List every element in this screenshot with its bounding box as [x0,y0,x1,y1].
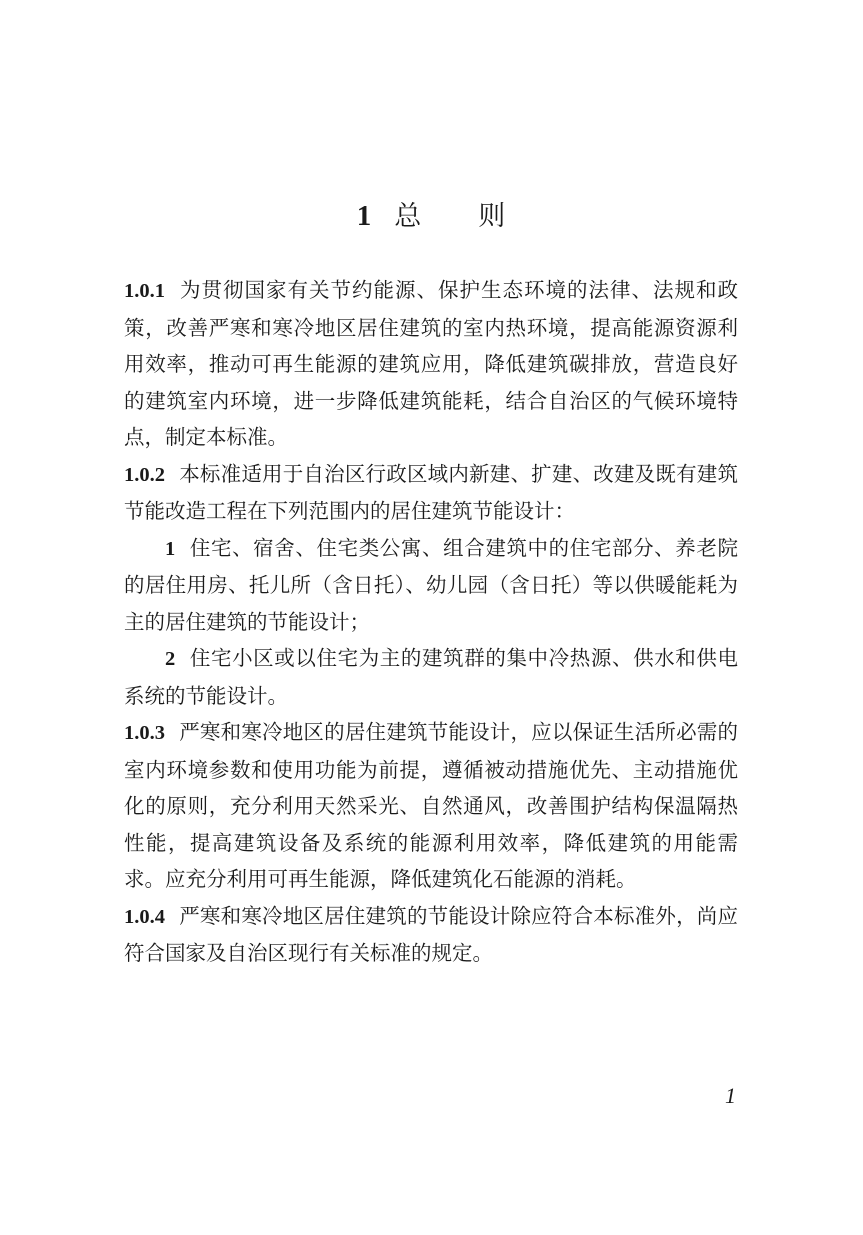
item-text: 住宅小区或以住宅为主的建筑群的集中冷热源、供水和供电系统的节能设计。 [124,646,738,708]
clause-number: 1.0.4 [124,905,165,928]
clause-number: 1.0.3 [124,722,165,744]
clause-1-0-3 [124,714,738,898]
clause-text: 本标准适用于自治区行政区域内新建、扩建、改建及既有建筑节能改造工程在下列范围内的居住建筑节能设计： [124,461,738,523]
clause-text: 严寒和寒冷地区居住建筑的节能设计除应符合本标准外，尚应符合国家及自治区现行有关标准的规定。 [124,903,738,965]
clause-text: 严寒和寒冷地区的居住建筑节能设计，应以保证生活所必需的室内环境参数和使用功能为前提，遵循被动措施优先、主动措施优化的原则，充分利用天然采光、自然通风，改善围护结构保温隔热性能，提高建筑设备及系统的能源利用效率，降低建筑的用能需求。应充分利用可再生能源，降低建筑化石能源的消耗。 [124,720,738,891]
chapter-title [0,196,863,237]
chapter-title-char-1: 总 [394,201,423,232]
item-number: 1 [165,537,176,560]
clause-1-0-4 [124,898,738,972]
page-number: 1 [725,1083,736,1108]
item-text: 住宅、宿舍、住宅类公寓、组合建筑中的住宅部分、养老院的居住用房、托儿所（含日托）、幼儿园（含日托）等以供暖能耗为主的居住建筑的节能设计； [124,535,738,634]
clause-number: 1.0.2 [124,463,165,486]
clause-number: 1.0.1 [124,280,165,302]
chapter-number: 1 [356,200,373,232]
item-number: 2 [165,648,176,670]
chapter-title-char-2: 则 [478,201,507,232]
clause-1-0-1 [124,272,738,456]
clause-1-0-2-item-2 [124,640,738,714]
chapter-body [124,272,738,972]
clause-text: 为贯彻国家有关节约能源、保护生态环境的法律、法规和政策，改善严寒和寒冷地区居住建筑的室内热环境，提高能源资源利用效率，推动可再生能源的建筑应用，降低建筑碳排放，营造良好的建筑室内环境，进一步降低建筑能耗，结合自治区的气候环境特点，制定本标准。 [124,278,738,449]
clause-1-0-2-item-1 [124,530,738,641]
clause-1-0-2 [124,456,738,530]
